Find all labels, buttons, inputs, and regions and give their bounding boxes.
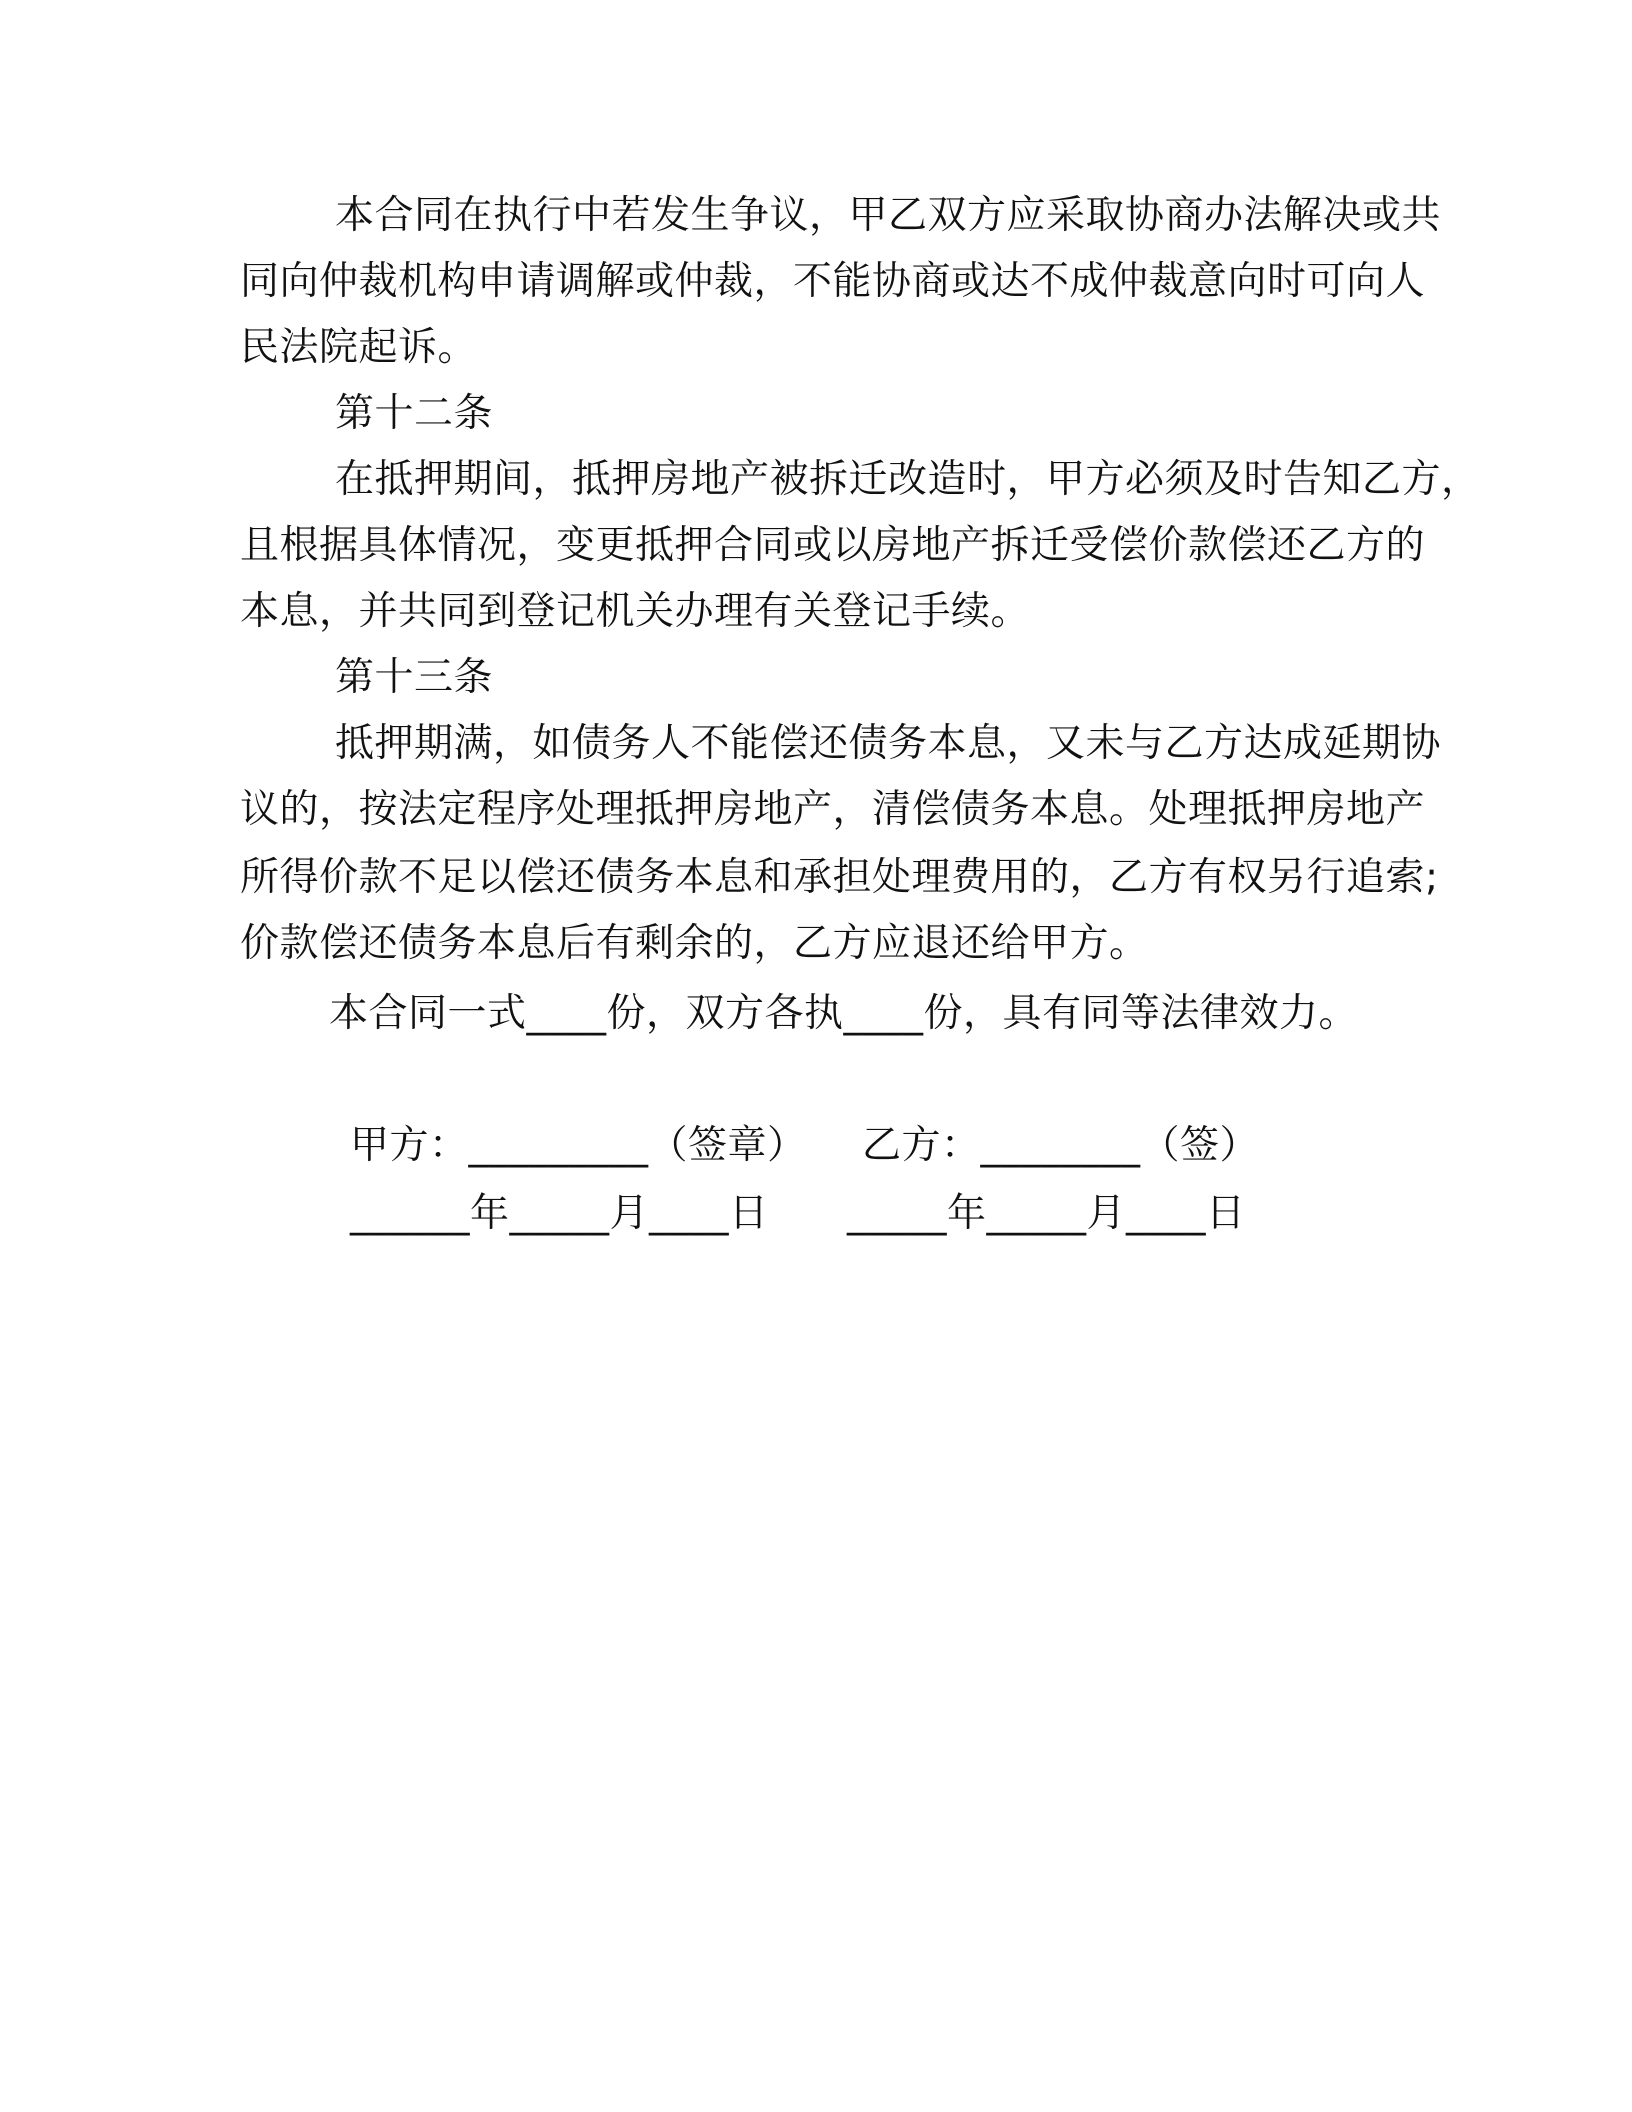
article-12-heading: 第十二条 <box>335 391 494 436</box>
dispute-line-3: 民法院起诉。 <box>240 325 478 370</box>
party-a-signature: 甲方：_________（签章） <box>350 1123 807 1168</box>
article-12-line-3: 本息，并共同到登记机关办理有关登记手续。 <box>240 589 1031 634</box>
article-13-line-1: 抵押期满，如债务人不能偿还债务本息，又未与乙方达成延期协 <box>335 721 1442 766</box>
article-13-line-3: 所得价款不足以偿还债务本息和承担处理费用的，乙方有权另行追索; <box>240 855 1439 900</box>
article-12-line-1: 在抵押期间，抵押房地产被拆迁改造时，甲方必须及时告知乙方， <box>335 457 1481 502</box>
party-b-signature: 乙方：________（签） <box>862 1123 1260 1168</box>
copies-clause: 本合同一式____份，双方各执____份，具有同等法律效力。 <box>329 991 1359 1036</box>
party-a-date: ______年_____月____日 <box>350 1191 769 1236</box>
article-13-heading: 第十三条 <box>335 655 494 700</box>
article-13-line-4: 价款偿还债务本息后有剩余的，乙方应退还给甲方。 <box>240 921 1149 966</box>
dispute-line-2: 同向仲裁机构申请调解或仲裁，不能协商或达不成仲裁意向时可向人 <box>240 259 1426 304</box>
article-12-line-2: 且根据具体情况，变更抵押合同或以房地产拆迁受偿价款偿还乙方的 <box>240 523 1426 568</box>
dispute-line-1: 本合同在执行中若发生争议，甲乙双方应采取协商办法解决或共 <box>335 193 1442 238</box>
article-13-line-2: 议的，按法定程序处理抵押房地产，清偿债务本息。处理抵押房地产 <box>240 787 1426 832</box>
party-b-date: _____年_____月____日 <box>847 1191 1246 1236</box>
